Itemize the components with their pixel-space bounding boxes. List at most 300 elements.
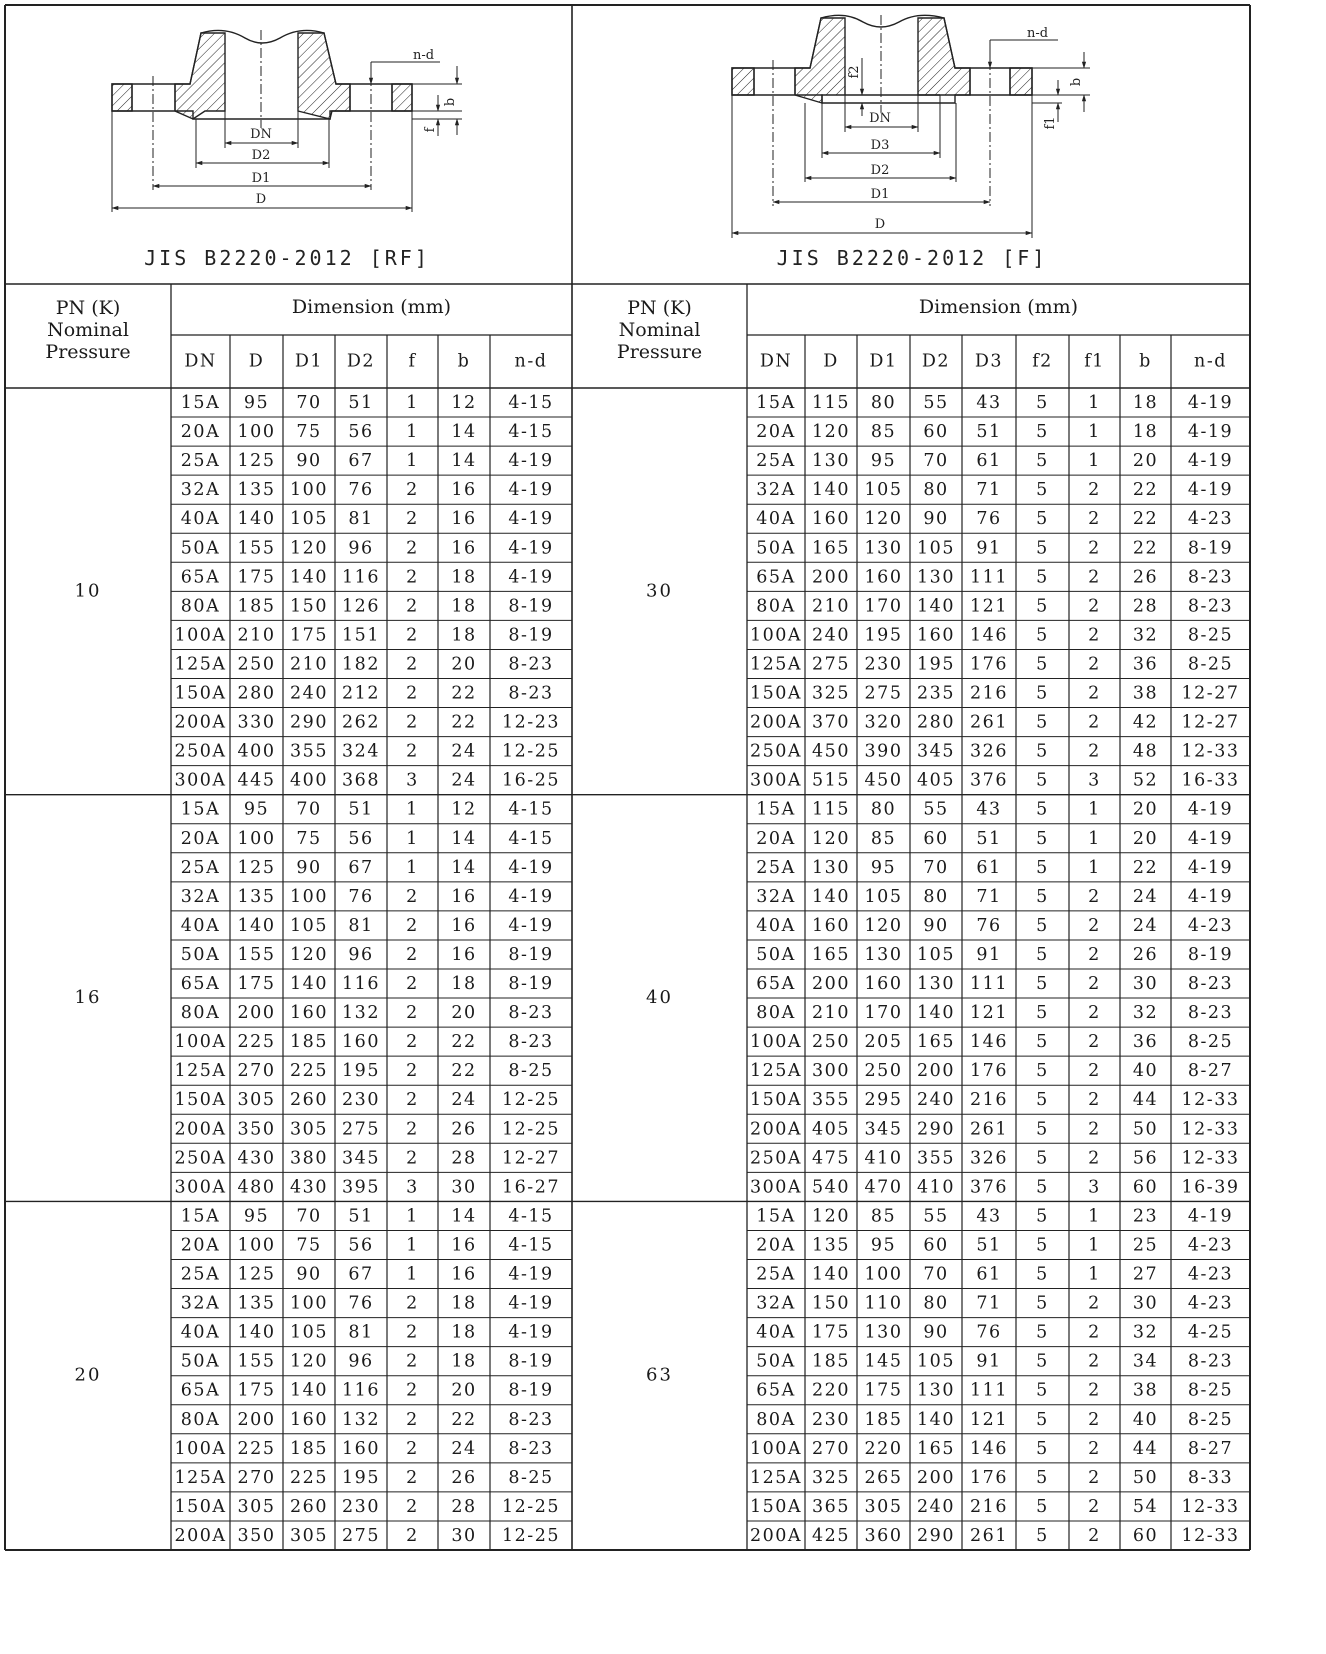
- table-cell: 70: [296, 799, 322, 820]
- table-cell: 80: [923, 886, 949, 907]
- table-cell: 5: [1036, 654, 1049, 675]
- table-cell: 40: [1132, 1061, 1159, 1082]
- table-cell: 16-39: [1181, 1177, 1240, 1198]
- table-cell: 225: [237, 1438, 276, 1459]
- table-cell: 160: [812, 509, 850, 530]
- table-cell: 2: [406, 1467, 419, 1488]
- table-cell: 2: [1088, 538, 1101, 559]
- table-cell: 51: [348, 1206, 374, 1227]
- rf-flange-right-hub: [298, 33, 350, 119]
- table-cell: 305: [290, 1119, 328, 1140]
- table-cell: 26: [1132, 567, 1159, 588]
- table-cell: 105: [864, 886, 903, 907]
- f-label-dn: DN: [869, 111, 891, 126]
- table-cell: 5: [1036, 393, 1049, 414]
- table-cell: 280: [237, 683, 276, 704]
- table-cell: 81: [348, 915, 374, 936]
- table-cell: 22: [451, 712, 477, 733]
- table-cell: 15A: [180, 799, 221, 820]
- table-cell: 14: [451, 1206, 477, 1227]
- table-cell: 5: [1036, 770, 1049, 791]
- table-cell: 220: [812, 1380, 850, 1401]
- table-cell: 44: [1132, 1090, 1159, 1111]
- table-cell: 2: [406, 654, 419, 675]
- column-header-n-d: n-d: [1194, 351, 1227, 372]
- table-cell: 155: [237, 538, 276, 559]
- table-cell: 4-15: [508, 422, 554, 443]
- table-cell: 400: [290, 770, 328, 791]
- table-cell: 270: [237, 1467, 276, 1488]
- table-cell: 205: [864, 1032, 903, 1053]
- table-cell: 185: [237, 596, 276, 617]
- table-cell: 95: [870, 1235, 897, 1256]
- table-cell: 44: [1132, 1438, 1159, 1459]
- table-cell: 4-19: [508, 857, 554, 878]
- table-cell: 130: [812, 857, 850, 878]
- table-cell: 345: [917, 741, 955, 762]
- table-cell: 70: [923, 1264, 949, 1285]
- table-cell: 185: [290, 1438, 328, 1459]
- table-cell: 5: [1036, 596, 1049, 617]
- table-cell: 85: [870, 422, 897, 443]
- table-cell: 140: [237, 509, 276, 530]
- table-cell: 18: [1132, 422, 1159, 443]
- table-cell: 405: [917, 770, 955, 791]
- table-cell: 146: [970, 1438, 1008, 1459]
- table-cell: 5: [1036, 567, 1049, 588]
- table-cell: 160: [812, 915, 850, 936]
- table-cell: 4-19: [1187, 451, 1234, 472]
- table-cell: 4-19: [1187, 799, 1234, 820]
- table-cell: 15A: [180, 1206, 221, 1227]
- table-cell: 250: [812, 1032, 850, 1053]
- table-cell: 200: [917, 1061, 955, 1082]
- table-cell: 150A: [174, 1090, 227, 1111]
- table-cell: 18: [1132, 393, 1159, 414]
- table-cell: 20A: [180, 422, 221, 443]
- f-flange-right-hub: [918, 18, 970, 95]
- table-cell: 16: [451, 538, 477, 559]
- table-cell: 4-15: [508, 799, 554, 820]
- table-cell: 8-19: [508, 944, 554, 965]
- table-cell: 8-19: [508, 1351, 554, 1372]
- table-cell: 70: [923, 451, 949, 472]
- table-cell: 175: [290, 625, 328, 646]
- table-cell: 20A: [756, 422, 796, 443]
- table-cell: 100A: [749, 1438, 803, 1459]
- column-header-dn: DN: [759, 351, 793, 372]
- pn-group-value: 30: [646, 580, 673, 602]
- table-cell: 1: [1088, 828, 1101, 849]
- table-cell: 12-27: [1181, 683, 1240, 704]
- table-cell: 36: [1132, 1032, 1159, 1053]
- table-cell: 430: [290, 1177, 328, 1198]
- column-header-d3: D3: [974, 351, 1004, 372]
- table-cell: 2: [1088, 1380, 1101, 1401]
- table-cell: 260: [290, 1496, 328, 1517]
- table-cell: 25A: [180, 451, 221, 472]
- table-cell: 324: [342, 741, 380, 762]
- table-cell: 5: [1036, 1003, 1049, 1024]
- table-cell: 150A: [174, 1496, 227, 1517]
- table-cell: 32A: [180, 1293, 221, 1314]
- table-cell: 16: [451, 509, 477, 530]
- table-cell: 250A: [749, 1148, 803, 1169]
- table-cell: 12-33: [1181, 1148, 1240, 1169]
- table-cell: 40A: [180, 1322, 221, 1343]
- table-cell: 8-19: [508, 625, 554, 646]
- table-cell: 125A: [749, 1467, 803, 1488]
- table-cell: 175: [237, 567, 276, 588]
- table-cell: 100: [290, 480, 328, 501]
- table-cell: 2: [406, 1032, 419, 1053]
- table-cell: 5: [1036, 1235, 1049, 1256]
- table-cell: 3: [1088, 770, 1101, 791]
- table-cell: 25: [1132, 1235, 1159, 1256]
- table-cell: 275: [812, 654, 850, 675]
- table-cell: 4-19: [508, 451, 554, 472]
- table-cell: 410: [917, 1177, 955, 1198]
- table-cell: 60: [923, 422, 949, 443]
- f-flange-left-section: [732, 68, 754, 95]
- table-cell: 56: [1132, 1148, 1159, 1169]
- table-cell: 24: [1132, 886, 1159, 907]
- table-cell: 140: [917, 1409, 955, 1430]
- table-cell: 355: [812, 1090, 850, 1111]
- table-cell: 305: [864, 1496, 903, 1517]
- f-flange-right-section: [1010, 68, 1032, 95]
- table-cell: 91: [976, 944, 1002, 965]
- table-cell: 160: [342, 1438, 380, 1459]
- table-cell: 320: [864, 712, 903, 733]
- table-cell: 51: [348, 393, 374, 414]
- table-cell: 5: [1036, 799, 1049, 820]
- table-cell: 2: [1088, 1525, 1101, 1546]
- column-header-b: b: [457, 351, 471, 372]
- table-cell: 326: [970, 1148, 1008, 1169]
- f-label-d2: D2: [870, 163, 890, 178]
- table-cell: 250A: [749, 741, 803, 762]
- table-cell: 70: [923, 857, 949, 878]
- table-cell: 2: [406, 886, 419, 907]
- table-cell: 20: [1132, 799, 1159, 820]
- table-cell: 76: [348, 480, 374, 501]
- table-cell: 275: [342, 1119, 380, 1140]
- pn-header-line: Nominal: [47, 319, 129, 341]
- table-cell: 100: [237, 828, 276, 849]
- table-cell: 30: [451, 1525, 477, 1546]
- table-cell: 16: [451, 1264, 477, 1285]
- f-label-d3: D3: [870, 138, 890, 153]
- table-cell: 18: [451, 596, 477, 617]
- table-cell: 5: [1036, 1148, 1049, 1169]
- table-cell: 8-23: [1187, 974, 1234, 995]
- table-cell: 81: [348, 1322, 374, 1343]
- table-cell: 3: [406, 770, 419, 791]
- table-cell: 2: [406, 567, 419, 588]
- table-cell: 250A: [174, 1148, 227, 1169]
- table-cell: 23: [1132, 1206, 1159, 1227]
- table-cell: 22: [451, 1032, 477, 1053]
- table-cell: 4-19: [1187, 393, 1234, 414]
- table-cells: [45, 296, 1239, 1546]
- table-cell: 12-27: [1181, 712, 1240, 733]
- table-cell: 42: [1132, 712, 1159, 733]
- table-cell: 25A: [756, 451, 796, 472]
- table-cell: 300: [812, 1061, 850, 1082]
- table-cell: 40A: [180, 915, 221, 936]
- table-cell: 100: [237, 1235, 276, 1256]
- table-cell: 96: [348, 538, 374, 559]
- table-cell: 120: [290, 538, 328, 559]
- table-cell: 18: [451, 974, 477, 995]
- table-cell: 395: [342, 1177, 380, 1198]
- table-cell: 2: [1088, 1496, 1101, 1517]
- table-cell: 80A: [180, 1003, 221, 1024]
- table-cell: 22: [451, 1061, 477, 1082]
- table-cell: 90: [296, 451, 322, 472]
- table-cell: 120: [864, 915, 903, 936]
- column-header-d2: D2: [346, 351, 376, 372]
- table-cell: 2: [406, 712, 419, 733]
- table-cell: 200A: [174, 1119, 227, 1140]
- table-cell: 65A: [180, 567, 221, 588]
- table-cell: 175: [864, 1380, 903, 1401]
- table-cell: 4-19: [508, 886, 554, 907]
- table-cell: 32: [1132, 625, 1159, 646]
- table-cell: 96: [348, 944, 374, 965]
- table-cell: 8-23: [508, 654, 554, 675]
- pn-header-line: Pressure: [616, 341, 703, 363]
- table-cell: 216: [970, 1090, 1008, 1111]
- table-cell: 25A: [180, 857, 221, 878]
- table-cell: 140: [237, 1322, 276, 1343]
- rf-flange-left-hub: [175, 33, 225, 119]
- table-cell: 5: [1036, 1206, 1049, 1227]
- table-cell: 26: [1132, 944, 1159, 965]
- column-header-d: D: [248, 351, 265, 372]
- table-cell: 76: [348, 886, 374, 907]
- table-cell: 55: [923, 393, 949, 414]
- f-flange-left-hub: [795, 18, 845, 103]
- table-cell: 1: [406, 393, 419, 414]
- table-cell: 12: [451, 799, 477, 820]
- table-cell: 115: [812, 393, 850, 414]
- table-cell: 210: [812, 596, 850, 617]
- table-cell: 105: [917, 538, 955, 559]
- table-cell: 300A: [174, 770, 227, 791]
- table-cell: 80: [870, 799, 897, 820]
- table-cell: 160: [290, 1409, 328, 1430]
- table-cell: 25A: [756, 1264, 796, 1285]
- table-cell: 105: [917, 944, 955, 965]
- table-cell: 91: [976, 538, 1002, 559]
- dimension-header: Dimension (mm): [291, 296, 452, 318]
- table-cell: 5: [1036, 1322, 1049, 1343]
- table-cell: 261: [970, 1525, 1008, 1546]
- table-cell: 67: [348, 1264, 374, 1285]
- table-cell: 51: [348, 799, 374, 820]
- table-cell: 38: [1132, 683, 1159, 704]
- table-cell: 8-25: [1187, 1032, 1234, 1053]
- table-cell: 275: [342, 1525, 380, 1546]
- table-cell: 75: [296, 422, 322, 443]
- pn-header-line: Pressure: [45, 341, 131, 363]
- table-cell: 12-25: [502, 1496, 560, 1517]
- table-cell: 125: [237, 857, 276, 878]
- table-cell: 261: [970, 712, 1008, 733]
- table-cell: 24: [451, 1438, 477, 1459]
- table-cell: 8-23: [1187, 1003, 1234, 1024]
- table-cell: 1: [1088, 1235, 1101, 1256]
- table-cell: 50: [1132, 1119, 1159, 1140]
- table-cell: 376: [970, 1177, 1008, 1198]
- table-cell: 5: [1036, 1351, 1049, 1372]
- table-cell: 5: [1036, 683, 1049, 704]
- table-cell: 40A: [180, 509, 221, 530]
- table-cell: 140: [290, 974, 328, 995]
- table-cell: 2: [406, 1525, 419, 1546]
- table-cell: 135: [812, 1235, 850, 1256]
- table-cell: 56: [348, 1235, 374, 1256]
- table-cell: 15A: [180, 393, 221, 414]
- table-cell: 200: [812, 567, 850, 588]
- table-cell: 130: [917, 1380, 955, 1401]
- table-cell: 240: [917, 1496, 955, 1517]
- table-cell: 24: [451, 741, 477, 762]
- table-cell: 20: [451, 1003, 477, 1024]
- table-cell: 185: [812, 1351, 850, 1372]
- table-cell: 130: [917, 567, 955, 588]
- table-cell: 305: [237, 1090, 276, 1111]
- table-cell: 5: [1036, 1264, 1049, 1285]
- table-cell: 4-23: [1187, 509, 1234, 530]
- table-cell: 445: [237, 770, 276, 791]
- table-cell: 146: [970, 1032, 1008, 1053]
- table-cell: 5: [1036, 509, 1049, 530]
- table-cell: 12-25: [502, 741, 560, 762]
- table-cell: 300A: [749, 1177, 803, 1198]
- table-cell: 326: [970, 741, 1008, 762]
- table-cell: 90: [923, 1322, 949, 1343]
- table-cell: 90: [296, 857, 322, 878]
- pn-header-line: PN (K): [55, 297, 121, 319]
- dimension-header: Dimension (mm): [918, 296, 1079, 318]
- column-header-n-d: n-d: [514, 351, 548, 372]
- table-cell: 1: [1088, 857, 1101, 878]
- table-cell: 20: [1132, 451, 1159, 472]
- table-cell: 115: [812, 799, 850, 820]
- table-cell: 32A: [180, 886, 221, 907]
- table-cell: 100: [237, 422, 276, 443]
- table-cell: 8-25: [508, 1061, 554, 1082]
- table-cell: 25A: [756, 857, 796, 878]
- table-cell: 2: [406, 1003, 419, 1024]
- table-cell: 71: [976, 1293, 1002, 1314]
- table-cell: 350: [237, 1119, 276, 1140]
- table-cell: 121: [970, 596, 1008, 617]
- table-cell: 80A: [180, 1409, 221, 1430]
- rf-label-nd: n-d: [413, 48, 435, 63]
- table-cell: 5: [1036, 857, 1049, 878]
- f-label-f1: f1: [1043, 116, 1058, 130]
- table-cell: 5: [1036, 538, 1049, 559]
- table-cell: 5: [1036, 1380, 1049, 1401]
- table-cell: 25A: [180, 1264, 221, 1285]
- pn-header-line: Nominal: [618, 319, 701, 341]
- table-cell: 450: [864, 770, 903, 791]
- table-cell: 8-23: [508, 1438, 554, 1459]
- table-cell: 2: [1088, 1322, 1101, 1343]
- table-cell: 132: [342, 1409, 380, 1430]
- table-cell: 300A: [749, 770, 803, 791]
- table-cell: 28: [451, 1148, 477, 1169]
- table-cell: 5: [1036, 974, 1049, 995]
- f-label-f2: f2: [847, 65, 862, 79]
- table-cell: 2: [1088, 1351, 1101, 1372]
- table-cell: 26: [451, 1467, 477, 1488]
- table-cell: 4-19: [508, 1322, 554, 1343]
- rf-label-b: b: [443, 97, 458, 107]
- column-header-dn: DN: [184, 351, 217, 372]
- table-cell: 175: [237, 1380, 276, 1401]
- table-cell: 76: [348, 1293, 374, 1314]
- table-cell: 5: [1036, 625, 1049, 646]
- table-cell: 30: [1132, 974, 1159, 995]
- table-cell: 125A: [749, 654, 803, 675]
- table-cell: 32A: [756, 886, 796, 907]
- rf-label-dn: DN: [250, 127, 272, 142]
- table-cell: 1: [1088, 393, 1101, 414]
- table-cell: 200A: [174, 712, 227, 733]
- table-cell: 8-25: [1187, 625, 1234, 646]
- table-cell: 5: [1036, 451, 1049, 472]
- table-cell: 330: [237, 712, 276, 733]
- table-cell: 2: [406, 625, 419, 646]
- table-cell: 22: [451, 1409, 477, 1430]
- table-cell: 155: [237, 1351, 276, 1372]
- table-cell: 185: [864, 1409, 903, 1430]
- table-cell: 110: [864, 1293, 903, 1314]
- table-cell: 95: [870, 857, 897, 878]
- table-cell: 24: [1132, 915, 1159, 936]
- rf-flange-drawing: [112, 30, 462, 212]
- table-cell: 24: [451, 770, 477, 791]
- table-cell: 67: [348, 857, 374, 878]
- table-cell: 135: [237, 886, 276, 907]
- table-cell: 14: [451, 857, 477, 878]
- table-cell: 2: [406, 944, 419, 965]
- table-cell: 216: [970, 1496, 1008, 1517]
- table-cell: 325: [812, 683, 850, 704]
- table-cell: 2: [406, 1322, 419, 1343]
- table-cell: 12-23: [502, 712, 560, 733]
- table-cell: 111: [970, 567, 1008, 588]
- table-cell: 470: [864, 1177, 903, 1198]
- pn-group-value: 20: [74, 1364, 102, 1386]
- table-cell: 2: [1088, 886, 1101, 907]
- table-cell: 71: [976, 480, 1002, 501]
- pn-group-value: 16: [74, 987, 102, 1009]
- table-cell: 28: [451, 1496, 477, 1517]
- column-header-f1: f1: [1084, 351, 1105, 372]
- table-cell: 120: [812, 828, 850, 849]
- table-cell: 22: [1132, 509, 1159, 530]
- table-cell: 170: [864, 596, 903, 617]
- table-cell: 36: [1132, 654, 1159, 675]
- table-cell: 14: [451, 828, 477, 849]
- table-cell: 65A: [180, 974, 221, 995]
